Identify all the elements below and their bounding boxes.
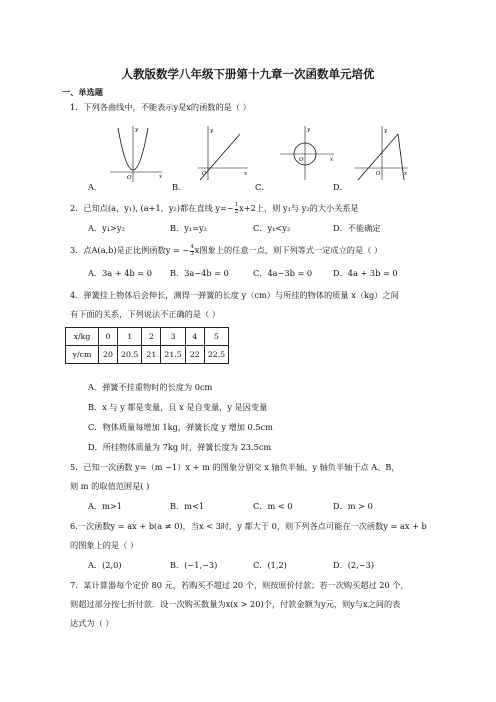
q2-option-c: C．y₁<y₂ xyxy=(253,223,291,233)
document-title: 人教版数学八年级下册第十九章一次函数单元培优 xyxy=(121,67,375,81)
q3-frac-num: 4 xyxy=(190,244,194,250)
graph-c-y-label: y xyxy=(307,127,311,133)
q4-stem-line2: 有下面的关系，下列说法不正确的是（ ） xyxy=(70,309,220,319)
q3-stem-part1: 3．点A(a,b)是正比例函数y = − xyxy=(70,245,190,255)
table-cell: y/cm xyxy=(66,346,99,364)
q3-stem xyxy=(70,245,382,257)
q1-stem: 1．下列各曲线中，不能表示y是x的函数的是（ ） xyxy=(70,102,251,112)
graph-a-x-label: x xyxy=(159,174,163,180)
table-cell: 20 xyxy=(99,346,118,364)
q2-option-d: D．不能确定 xyxy=(333,223,381,233)
graph-b-line xyxy=(196,124,250,182)
q4-option-d: D．所挂物体质量为 7kg 时，弹簧长度为 23.5cm xyxy=(88,442,272,452)
q3-option-c: C．4a−3b = 0 xyxy=(253,268,313,278)
q2-frac-den: 2 xyxy=(234,208,239,215)
graph-b-origin-label: O xyxy=(202,171,207,177)
q2-stem xyxy=(70,203,359,215)
graph-c-origin-label: O xyxy=(299,157,304,163)
graph-b-y-label: y xyxy=(210,128,214,134)
q2-option-a: A．y₁>y₂ xyxy=(88,223,125,233)
graph-c-x-label: x xyxy=(330,157,334,163)
q4-data-table xyxy=(65,327,229,364)
graph-d-polyline xyxy=(352,124,410,182)
graph-c-circle xyxy=(278,122,338,182)
q7-stem-line3: 达式为（ ） xyxy=(70,618,114,628)
q3-stem-part2: x图象上的任意一点，则下列等式一定成立的是（ ） xyxy=(194,245,383,255)
q7-stem-line2: 则超过部分按七折付款．设一次购买数量为x(x > 20)个，付款金额为y元，则y与x之间的表 xyxy=(70,599,401,609)
q1-option-c: C． xyxy=(255,182,270,192)
graph-b-x-label: x xyxy=(244,171,248,177)
table-cell: 3 xyxy=(161,328,185,346)
q6-option-b: B．(−1,−3) xyxy=(170,560,218,570)
graph-a-origin-label: O xyxy=(127,175,132,181)
graph-d-y-label: y xyxy=(384,128,388,134)
q6-stem-line2: 的图象上的是（ ） xyxy=(70,540,139,550)
q4-option-b: B．x 与 y 都是变量，且 x 是自变量，y 是因变量 xyxy=(88,402,268,412)
q5-stem-line2: 则 m 的取值范围是( ) xyxy=(70,481,150,491)
table-row xyxy=(66,346,229,364)
q5-option-d: D．m > 0 xyxy=(333,501,373,511)
q5-stem-line1: 5．已知一次函数 y=（m −1）x + m 的图象分别交 x 轴负半轴、y 轴负半轴于点 A、B， xyxy=(70,462,400,472)
q6-stem-line1: 6.一次函数y = ax + b(a ≠ 0)，当x < 3时，y 都大于 0，则下列各点可能在一次函数y = ax + b xyxy=(70,521,427,531)
table-cell: 5 xyxy=(204,328,228,346)
table-cell: 22 xyxy=(185,346,204,364)
q6-option-a: A．(2,0) xyxy=(88,560,122,570)
table-cell: 2 xyxy=(142,328,161,346)
graph-a-y-label: y xyxy=(135,127,139,133)
q2-stem-part1: 2．已知点(a，y₁), (a+1，y₂)都在直线 y=− xyxy=(70,203,234,213)
table-row xyxy=(66,328,229,346)
graph-d-x-label: x xyxy=(404,171,408,177)
q5-option-a: A．m>1 xyxy=(88,501,122,511)
table-cell: 22.5 xyxy=(204,346,228,364)
q3-option-a: A．3a + 4b = 0 xyxy=(88,268,152,278)
q6-option-d: D．(2,−3) xyxy=(333,560,375,570)
q5-option-b: B．m<1 xyxy=(170,501,205,511)
q2-frac-num: 1 xyxy=(234,202,239,208)
q1-option-a: A． xyxy=(88,182,103,192)
table-cell: x/kg xyxy=(66,328,99,346)
graph-a-parabola xyxy=(108,122,164,184)
q3-option-d: D．4a + 3b = 0 xyxy=(333,268,398,278)
q4-stem-line1: 4．弹簧挂上物体后会伸长，测得一弹簧的长度 y（cm）与所挂的物体的质量 x（kg）之间 xyxy=(70,290,399,300)
table-cell: 4 xyxy=(185,328,204,346)
q5-option-c: C．m < 0 xyxy=(253,501,293,511)
q7-stem-line1: 7．某计算器每个定价 80 元，若购买不超过 20 个，则按原价付款；若一次购买超过 20 个， xyxy=(70,580,409,590)
q3-frac-den: 3 xyxy=(190,250,194,257)
q1-option-d: D． xyxy=(333,182,348,192)
q1-option-b: B． xyxy=(172,182,187,192)
q4-option-a: A．弹簧不挂重物时的长度为 0cm xyxy=(88,382,213,392)
q4-option-c: C．物体质量每增加 1kg，弹簧长度 y 增加 0.5cm xyxy=(88,422,273,432)
table-cell: 21.5 xyxy=(161,346,185,364)
q3-fraction xyxy=(190,245,194,257)
section-heading: 一、单选题 xyxy=(62,87,103,97)
table-cell: 1 xyxy=(118,328,142,346)
table-cell: 21 xyxy=(142,346,161,364)
q3-option-b: B．3a−4b = 0 xyxy=(170,268,229,278)
q6-option-c: C．(1,2) xyxy=(253,560,287,570)
graph-d-origin-label: O xyxy=(376,171,381,177)
q2-stem-part2: x+2上，则 y₁与 y₂的大小关系是 xyxy=(239,203,359,213)
table-cell: 0 xyxy=(99,328,118,346)
q2-option-b: B．y₁=y₂ xyxy=(170,223,207,233)
q2-fraction xyxy=(235,203,239,215)
table-cell: 20.5 xyxy=(118,346,142,364)
